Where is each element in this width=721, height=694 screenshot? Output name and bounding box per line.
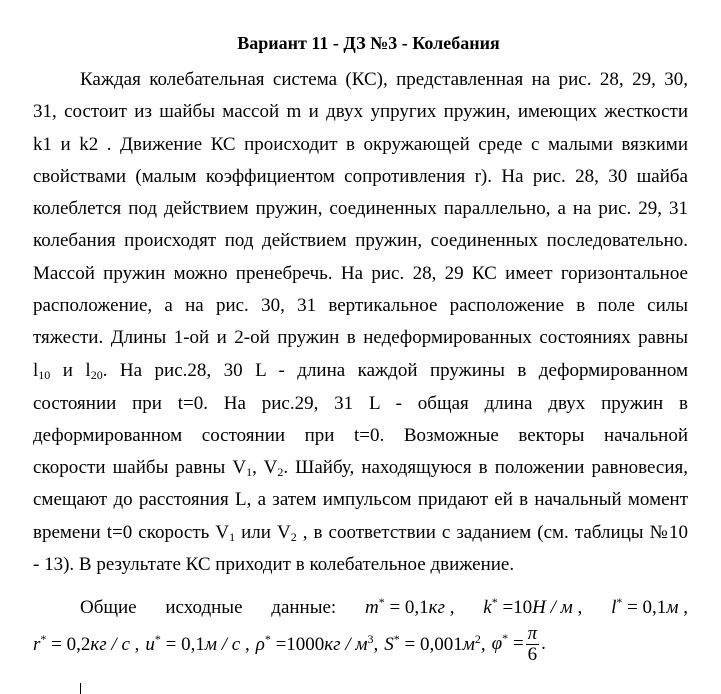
formula-r: r* = 0,2кг / с , (33, 631, 140, 655)
paragraph-line (33, 457, 688, 479)
document-title: Вариант 11 - ДЗ №3 - Колебания (237, 33, 500, 53)
paragraph-line (33, 198, 688, 220)
subscript: 2 (290, 530, 297, 544)
line-text: , в соответствии с заданием (см. таблицы №10 (296, 522, 688, 543)
paragraph-line (33, 230, 688, 252)
paragraph-line (33, 263, 688, 285)
subscript: 2 (277, 465, 284, 479)
given-label-word: исходные (165, 597, 243, 618)
paragraph-line (80, 69, 688, 91)
line-text: 31, состоит из шайбы массой m и двух упругих пружин, имеющих жесткости (33, 101, 688, 122)
line-text: свойствами (малым коэффициентом сопротивления r). На рис. 28, 30 шайба (33, 166, 688, 187)
given-data-line-1 (80, 597, 688, 619)
formula-k: k* =10Н / м , (483, 595, 583, 618)
line-text: смещают до расстояния L, а затем импульсом придают ей в начальный момент (33, 489, 688, 510)
line-text: скорости шайбы равны V (33, 457, 247, 478)
formula-l: l* = 0,1м , (611, 595, 688, 618)
line-text: состоянии при t=0. На рис.29, 31 L - общая длина двух пружин в (33, 393, 688, 414)
line-text: , V (252, 457, 278, 478)
paragraph-line (33, 101, 688, 123)
line-text: времени t=0 скорость V (33, 522, 230, 543)
line-text: . Шайбу, находящуюся в положении равновесия, (283, 457, 688, 478)
line-text: . На рис.28, 30 L - длина каждой пружины в деформированном (102, 360, 688, 381)
paragraph-line (33, 327, 688, 349)
line-text: Массой пружин можно пренебречь. На рис. 28, 29 КС имеет горизонтальное (33, 263, 688, 284)
paragraph-line (33, 360, 688, 382)
formula-m: m* = 0,1кг , (364, 595, 455, 618)
paragraph-line (33, 166, 688, 188)
line-text: расположение, а на рис. 30, 31 вертикальное расположение в поле силы (33, 295, 688, 316)
line-text: или V (235, 522, 291, 543)
subscript: 1 (229, 530, 236, 544)
line-text: деформированном состоянии при t=0. Возможные векторы начальной (33, 425, 688, 446)
subscript: 20 (90, 368, 103, 382)
line-text: и l (50, 360, 91, 381)
subscript: 1 (246, 465, 253, 479)
line-text: тяжести. Длины 1-ой и 2-ой пружин в недеформированных состояниях равны (33, 327, 688, 348)
formula-rho: $\rho^* =1000кг / м^3$, (255, 631, 379, 655)
paragraph-line (33, 425, 688, 447)
line-text: - 13). В результате КС приходит в колебательное движение. (33, 554, 515, 575)
fraction: $\frac{\pi}{6}$ (527, 623, 538, 665)
line-text: k1 и k2 . Движение КС происходит в окружающей среде с малыми вязкими (33, 134, 688, 155)
paragraph-line (33, 393, 688, 415)
paragraph-line (33, 295, 688, 317)
text-cursor (80, 683, 81, 694)
formula-phi: φ* = $\frac{\pi}{6}$ . (491, 623, 546, 665)
paragraph-line (33, 134, 688, 156)
paragraph-line (33, 522, 688, 544)
line-text: колеблется под действием пружин, соединенных параллельно, а на рис. 29, 31 (33, 198, 688, 219)
formula-s: $S^* = 0,001м^2$, (384, 631, 486, 655)
given-label-word: Общие (80, 597, 137, 618)
formula-u: u* = 0,1м / с , (145, 631, 250, 655)
given-data-line-2 (33, 624, 546, 665)
paragraph-line (33, 554, 688, 576)
given-label-word: данные: (271, 597, 337, 618)
line-text: колебания происходят под действием пружин, соединенных последовательно. (33, 230, 688, 251)
subscript: 10 (38, 368, 51, 382)
line-text: Каждая колебательная система (КС), представленная на рис. 28, 29, 30, (80, 69, 688, 90)
line-text: l (33, 360, 39, 381)
paragraph-line (33, 489, 688, 511)
